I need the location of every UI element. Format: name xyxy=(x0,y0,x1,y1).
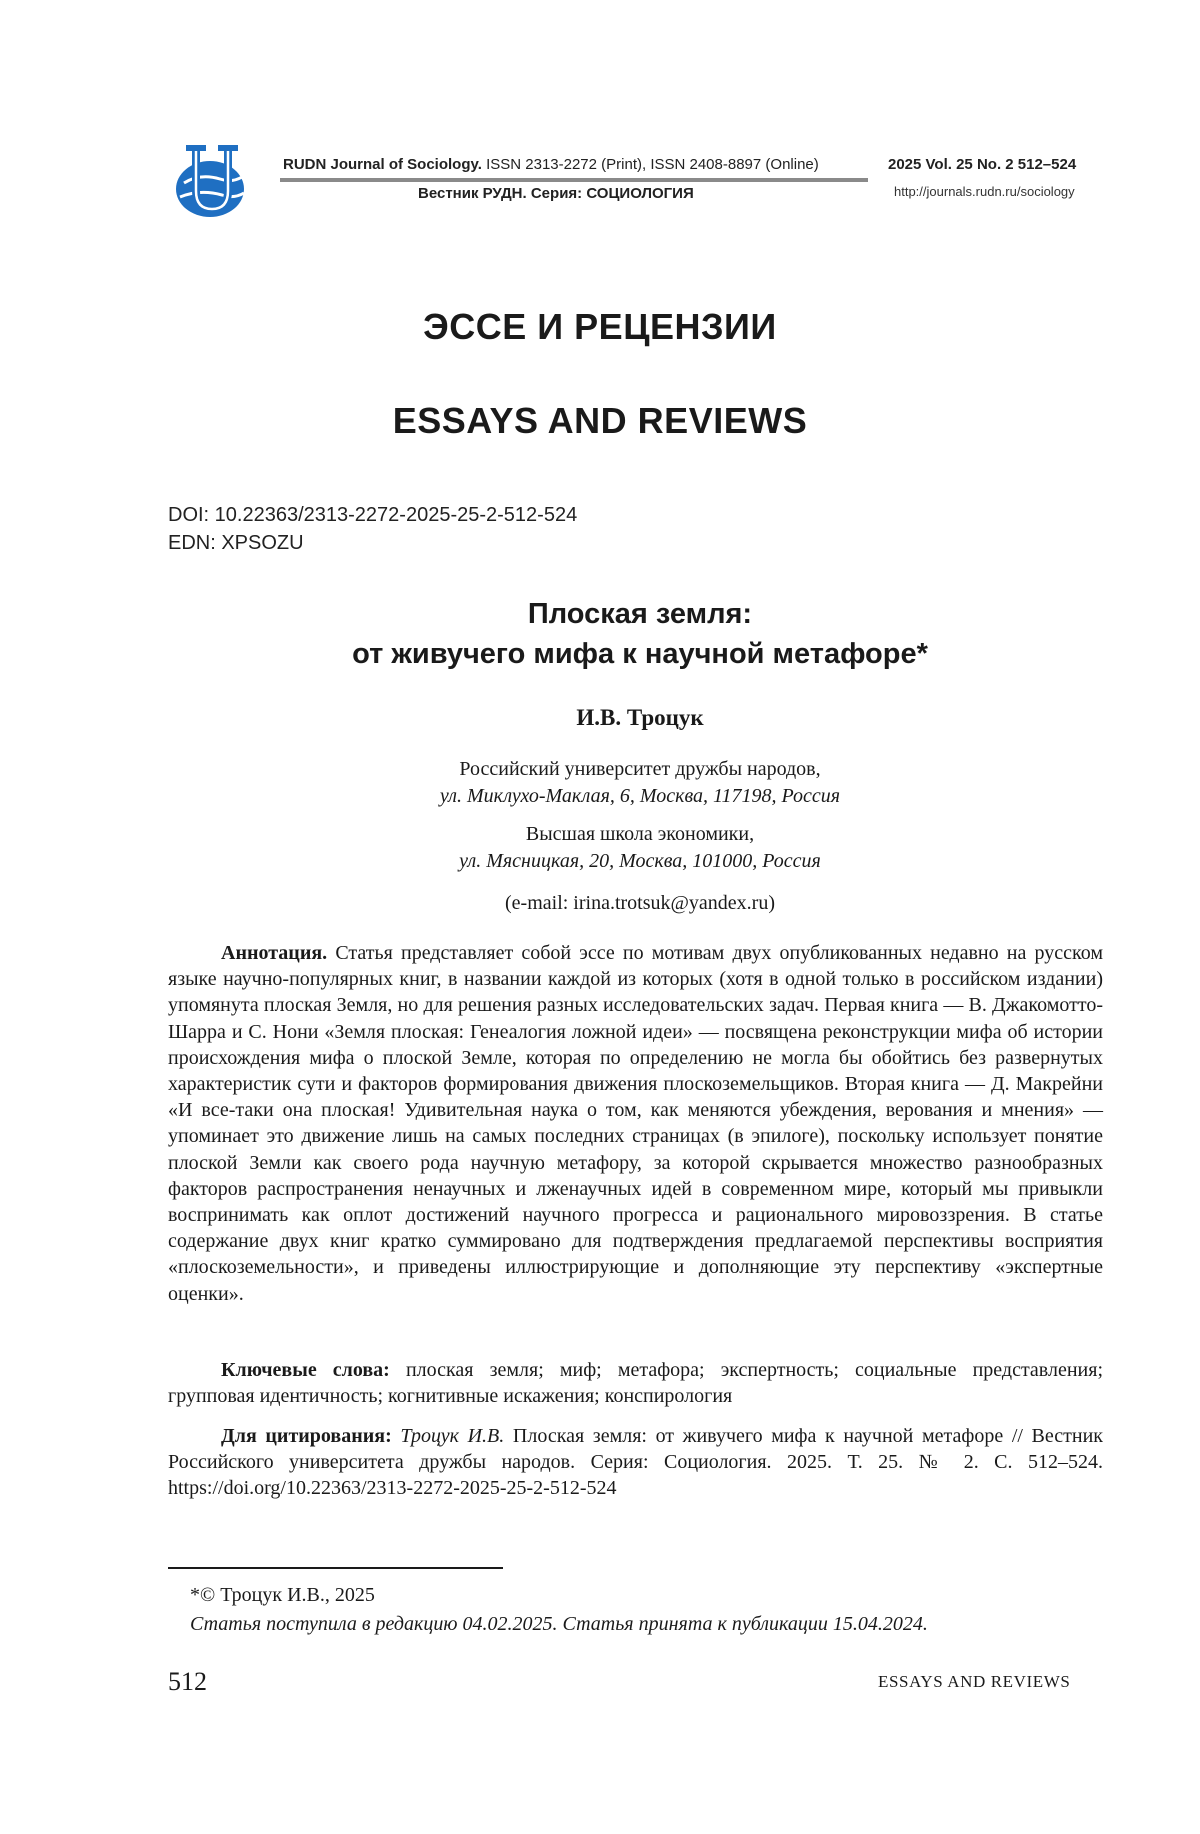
footnote-dates: Статья поступила в редакцию 04.02.2025. Статья принята к публикации 15.04.2024. xyxy=(190,1613,928,1636)
footnote-rule xyxy=(168,1567,503,1569)
keywords-text: плоская земля; миф; метафора; экспертность; социальные представления; групповая идентичность; когнитивные искажения; конспирология xyxy=(168,1359,1103,1407)
affiliation-2-address: ул. Мясницкая, 20, Москва, 101000, Россия xyxy=(0,850,1200,873)
citation xyxy=(168,1423,1103,1502)
running-title: ESSAYS AND REVIEWS xyxy=(878,1672,1070,1692)
section-title-ru: ЭССЕ И РЕЦЕНЗИИ xyxy=(0,306,1200,348)
affiliation-2-name: Высшая школа экономики, xyxy=(0,823,1200,846)
journal-header-line xyxy=(283,156,819,173)
author-email[interactable]: (e-mail: irina.trotsuk@yandex.ru) xyxy=(0,892,1200,915)
issue-info: 2025 Vol. 25 No. 2 512–524 xyxy=(888,156,1076,173)
section-title-en: ESSAYS AND REVIEWS xyxy=(0,400,1200,442)
citation-text: Плоская земля: от живучего мифа к научной метафоре // Вестник Российского университета дружбы народов. Серия: Социология. 2025. Т. 25. № 2. С. 512–524. https://doi.org/10.22363/2313-2272-2025-25-2-512-524 xyxy=(168,1425,1103,1499)
affiliation-1-name: Российский университет дружбы народов, xyxy=(0,758,1200,781)
abstract-label: Аннотация. xyxy=(221,942,327,964)
journal-name-en: RUDN Journal of Sociology. xyxy=(283,156,482,173)
keywords xyxy=(168,1357,1103,1409)
abstract xyxy=(168,940,1103,1307)
journal-logo xyxy=(170,143,252,225)
article-title-line2: от живучего мифа к научной метафоре* xyxy=(0,638,1200,671)
globe-logo-icon xyxy=(170,143,252,225)
affiliation-1-address: ул. Миклухо-Маклая, 6, Москва, 117198, Россия xyxy=(0,785,1200,808)
edn: EDN: XPSOZU xyxy=(168,532,304,555)
doi[interactable]: DOI: 10.22363/2313-2272-2025-25-2-512-524 xyxy=(168,504,577,527)
citation-label: Для цитирования: xyxy=(221,1425,392,1447)
journal-url[interactable]: http://journals.rudn.ru/sociology xyxy=(894,184,1075,199)
footnote-copyright: *© Троцук И.В., 2025 xyxy=(190,1584,375,1607)
keywords-label: Ключевые слова: xyxy=(221,1359,390,1381)
abstract-text: Статья представляет собой эссе по мотивам двух опубликованных недавно на русском языке научно-популярных книг, в названии каждой из которых (хотя в одной только в российском издании) упомянута плоская Земля, но для решения разных исследовательских задач. Первая книга — В. Джакомотто-Шарра и С. Нони «Земля плоская: Генеалогия ложной идеи» — посвящена реконструкции мифа об истории происхождения мифа о плоской Земле, которая по определению не могла бы обойтись без развернутых характеристик сути и факторов формирования движения плоскоземельщиков. Вторая книга — Д. Макрейни «И все-таки она плоская! Удивительная наука о том, как меняются убеждения, верования и мнения» — упоминает это движение лишь на самых последних страницах (в эпилоге), поскольку использует понятие плоской Земли как своего рода научную метафору, за которой скрывается множество разнообразных факторов распространения ненаучных и лженаучных идей в современном мире, который мы привыкли воспринимать как оплот достижений научного прогресса и рационального мировоззрения. В статье содержание двух книг кратко суммировано для подтверждения предлагаемой перспективы восприятия «плоскоземельности», и приведены иллюстрирующие и дополняющие эту перспективу «экспертные оценки». xyxy=(168,942,1103,1305)
author: И.В. Троцук xyxy=(0,705,1200,731)
journal-name-ru: Вестник РУДН. Серия: СОЦИОЛОГИЯ xyxy=(418,185,694,202)
citation-author: Троцук И.В. xyxy=(400,1425,504,1447)
journal-issn: ISSN 2313-2272 (Print), ISSN 2408-8897 (Online) xyxy=(486,156,819,173)
article-title-line1: Плоская земля: xyxy=(0,598,1200,631)
page-number: 512 xyxy=(168,1667,207,1697)
header-rule xyxy=(280,178,868,182)
